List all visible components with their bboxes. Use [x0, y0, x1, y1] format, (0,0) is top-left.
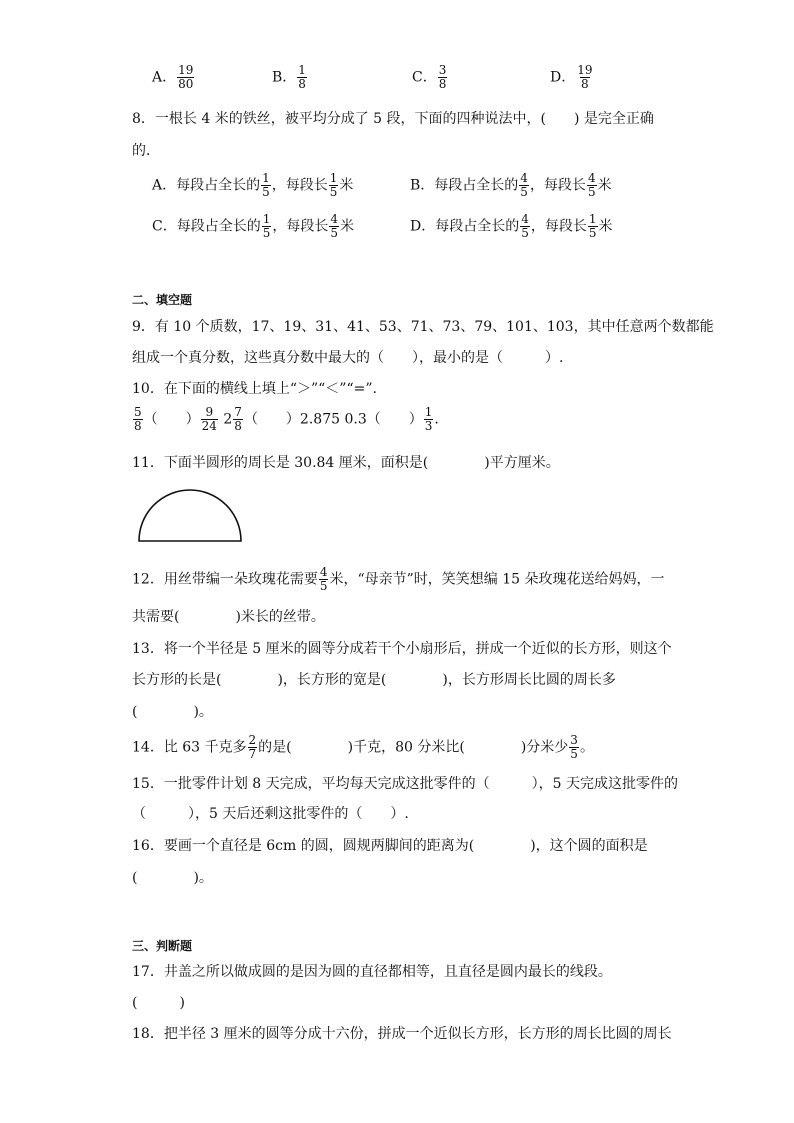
- fraction: $\frac{3}{8}$: [438, 63, 447, 91]
- q8-stem-line1: 8．一根长 4 米的铁丝，被平均分成了 5 段，下面的四种说法中，( ) 是完全正确: [132, 111, 654, 127]
- fraction: $\frac{1}{5}$: [262, 212, 271, 240]
- q11-line1: 11．下面半圆形的周长是 30.84 厘米，面积是( )平方厘米。: [132, 455, 560, 471]
- q7-option-a: A． $\frac{19}{80}$: [152, 63, 194, 91]
- fraction: $\frac{19}{80}$: [178, 63, 194, 91]
- fraction: $\frac{1}{5}$: [329, 171, 338, 199]
- fraction: $\frac{9}{24}$: [201, 405, 217, 433]
- q13-line3: ( )。: [132, 704, 213, 720]
- fraction: $\frac{4}{5}$: [520, 171, 528, 199]
- section-title-fill-in: 二、填空题: [132, 293, 193, 307]
- semicircle-figure: [134, 488, 246, 546]
- fraction: $\frac{2}{7}$: [248, 733, 257, 761]
- q8-option-c: C．每段占全长的 $\frac{1}{5}$ ，每段长 $\frac{4}{5}$ 米: [152, 212, 354, 240]
- q7-option-b: B． $\frac{1}{8}$: [272, 63, 306, 91]
- fraction: $\frac{1}{8}$: [298, 63, 306, 91]
- q8-option-b: B．每段占全长的 $\frac{4}{5}$ ，每段长 $\frac{4}{5}$ 米: [410, 171, 612, 199]
- q13-line2: 长方形的长是( )，长方形的宽是( )，长方形周长比圆的周长多: [132, 672, 616, 688]
- q16-line2: ( )。: [132, 870, 213, 886]
- q16-line1: 16．要画一个直径是 6cm 的圆，圆规两脚间的距离为( )，这个圆的面积是: [132, 838, 648, 854]
- q9-line1: 9．有 10 个质数，17、19、31、41、53、71、73、79、101、103，其中任意两个数都能: [132, 319, 714, 335]
- fraction: $\frac{4}{5}$: [330, 212, 338, 240]
- q8-option-a: A．每段占全长的 $\frac{1}{5}$ ，每段长 $\frac{1}{5}$ 米: [152, 171, 354, 199]
- fraction: $\frac{7}{8}$: [234, 405, 242, 433]
- fraction: $\frac{1}{3}$: [424, 405, 433, 433]
- fraction: $\frac{3}{5}$: [570, 733, 578, 761]
- q8-stem-line2: 的．: [132, 143, 160, 159]
- fraction: $\frac{4}{5}$: [587, 171, 596, 199]
- q15-line2: （ ），5 天后还剩这批零件的（ ）.: [132, 806, 409, 822]
- q9-line2: 组成一个真分数，这些真分数中最大的（ ），最小的是（ ）.: [132, 350, 564, 366]
- q17-line2: ( ): [132, 995, 185, 1011]
- fraction: $\frac{4}{5}$: [319, 565, 328, 593]
- fraction: $\frac{19}{8}$: [577, 63, 593, 91]
- q14-line1: 14．比 63 千克多 $\frac{2}{7}$ 的是( )千克，80 分米比( )分米少 $\frac{3}{5}$ 。: [132, 733, 594, 761]
- q13-line1: 13．将一个半径是 5 厘米的圆等分成若干个小扇形后，拼成一个近似的长方形，则这个: [132, 641, 672, 657]
- q8-option-d: D．每段占全长的 $\frac{4}{5}$ ，每段长 $\frac{1}{5}$ 米: [410, 212, 613, 240]
- fraction: $\frac{5}{8}$: [134, 405, 142, 433]
- q10-line1: 10．在下面的横线上填上“＞”“＜”“=”.: [132, 381, 377, 397]
- fraction: $\frac{1}{5}$: [588, 212, 597, 240]
- fraction: $\frac{4}{5}$: [521, 212, 529, 240]
- q12-line1: 12．用丝带编一朵玫瑰花需要 $\frac{4}{5}$ 米，“母亲节”时，笑笑想编 15 朵玫瑰花送给妈妈，一: [132, 565, 665, 593]
- q15-line1: 15．一批零件计划 8 天完成，平均每天完成这批零件的（ ），5 天完成这批零件的: [132, 776, 678, 792]
- q17-line1: 17．井盖之所以做成圆的是因为圆的直径都相等，且直径是圆内最长的线段。: [132, 964, 612, 980]
- q7-option-c: C． $\frac{3}{8}$: [412, 63, 447, 91]
- q18-line1: 18．把半径 3 厘米的圆等分成十六份，拼成一个近似长方形，长方形的周长比圆的周长: [132, 1026, 672, 1042]
- q7-option-d: D． $\frac{19}{8}$: [550, 63, 593, 91]
- q12-line2: 共需要( )米长的丝带。: [132, 609, 325, 625]
- section-title-true-false: 三、判断题: [132, 939, 193, 953]
- fraction: $\frac{1}{5}$: [262, 171, 270, 199]
- q10-comparisons: $\frac{5}{8}$ （ ） $\frac{9}{24}$ 2 $\frac{7}{8}$ （ ）2.875 0.3（ ） $\frac{1}{3}$ .: [134, 405, 439, 433]
